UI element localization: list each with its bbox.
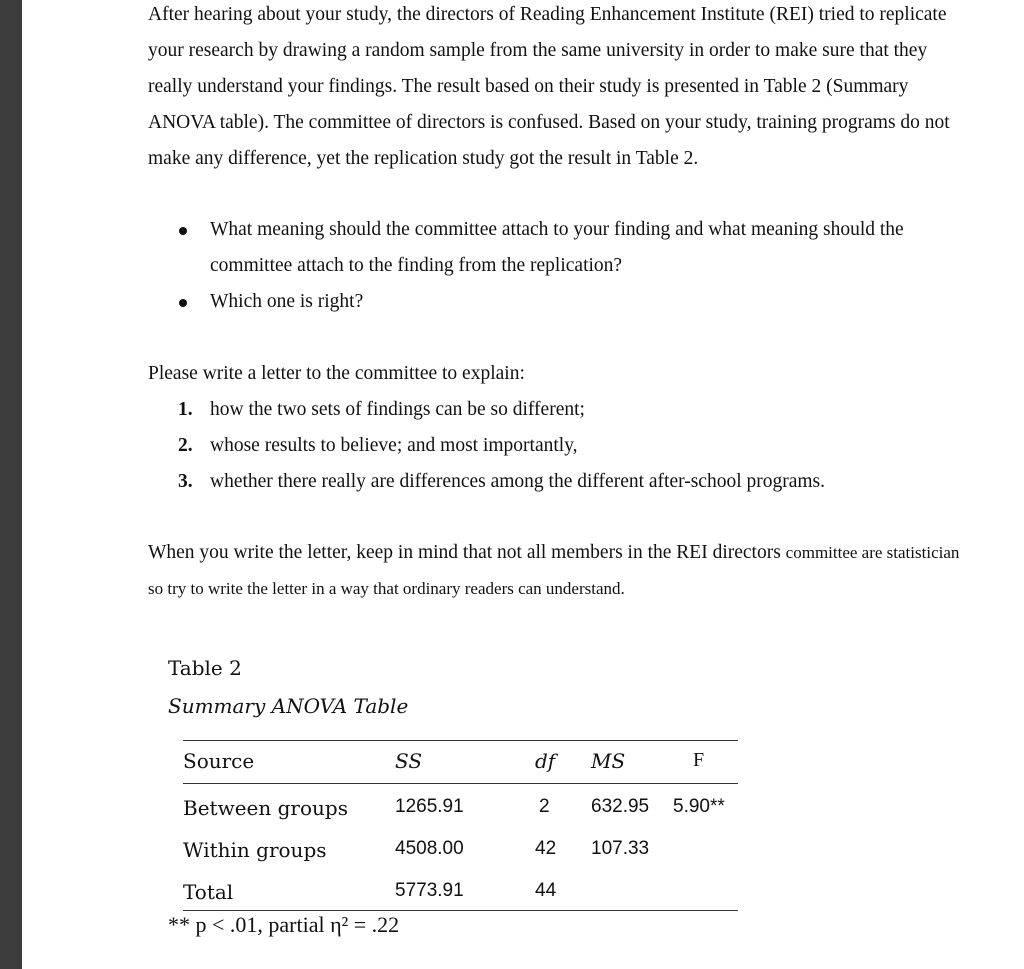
question-text: Which one is right?	[210, 291, 364, 312]
table-row	[183, 826, 738, 868]
bullet-icon	[179, 227, 187, 235]
list-text: how the two sets of findings can be so different;	[210, 399, 585, 420]
reminder-text-part1: When you write the letter, keep in mind that not all members in the REI directors	[148, 542, 781, 563]
table-bottom-rule	[183, 910, 738, 911]
list-number: 2.	[178, 435, 193, 456]
question-item	[148, 212, 968, 284]
header-f: F	[693, 749, 705, 771]
row-ss: 1265.91	[395, 796, 464, 817]
row-f: 5.90**	[673, 796, 725, 817]
bullet-icon	[179, 299, 187, 307]
intro-paragraph: After hearing about your study, the directors of Reading Enhancement Institute (REI) tried to replicate your research by drawing a random sample from the same university in order to make sure that they really understand your findings. The result based on their study is presented in Table 2 (Summary ANOVA table). The committee of directors is confused. Based on your study, training programs do not make any difference, yet the replication study got the result in Table 2.	[148, 4, 950, 169]
table-row	[183, 868, 738, 910]
row-source: Within groups	[183, 838, 327, 862]
anova-table	[183, 740, 738, 911]
reminder-text-part2: committee are statistician so try to write the letter in a way that ordinary readers can understand.	[148, 543, 960, 598]
reminder-paragraph	[148, 535, 968, 607]
row-df: 44	[535, 880, 557, 901]
list-item	[148, 464, 825, 500]
header-source: Source	[183, 749, 255, 773]
list-number: 1.	[178, 399, 193, 420]
list-number: 3.	[178, 471, 193, 492]
row-source: Between groups	[183, 796, 348, 820]
table-footnote: ** p < .01, partial η² = .22	[168, 912, 400, 937]
question-text: What meaning should the committee attach to your finding and what meaning should the committee attach to the finding from the replication?	[210, 219, 904, 276]
header-ms: MS	[591, 749, 626, 773]
table-subtitle: Summary ANOVA Table	[168, 694, 409, 718]
row-ms: 107.33	[591, 838, 650, 859]
anova-table-block	[168, 650, 748, 904]
header-ss: SS	[395, 749, 423, 773]
letter-points-list	[148, 392, 825, 500]
list-text: whether there really are differences among the different after-school programs.	[210, 471, 826, 492]
row-df: 2	[539, 796, 550, 817]
table-body	[183, 784, 738, 911]
row-ss: 4508.00	[395, 838, 464, 859]
table-caption: Table 2	[168, 656, 242, 680]
row-ss: 5773.91	[395, 880, 464, 901]
row-ms: 632.95	[591, 796, 650, 817]
table-header-row	[183, 741, 738, 784]
header-df: df	[535, 749, 556, 773]
left-window-edge	[0, 0, 22, 969]
list-item	[148, 392, 825, 428]
list-text: whose results to believe; and most importantly,	[210, 435, 578, 456]
letter-prompt: Please write a letter to the committee to explain:	[148, 363, 525, 384]
list-item	[148, 428, 825, 464]
row-df: 42	[535, 838, 557, 859]
row-source: Total	[183, 880, 234, 904]
table-row	[183, 784, 738, 826]
question-item	[148, 284, 968, 320]
question-list	[148, 212, 968, 320]
